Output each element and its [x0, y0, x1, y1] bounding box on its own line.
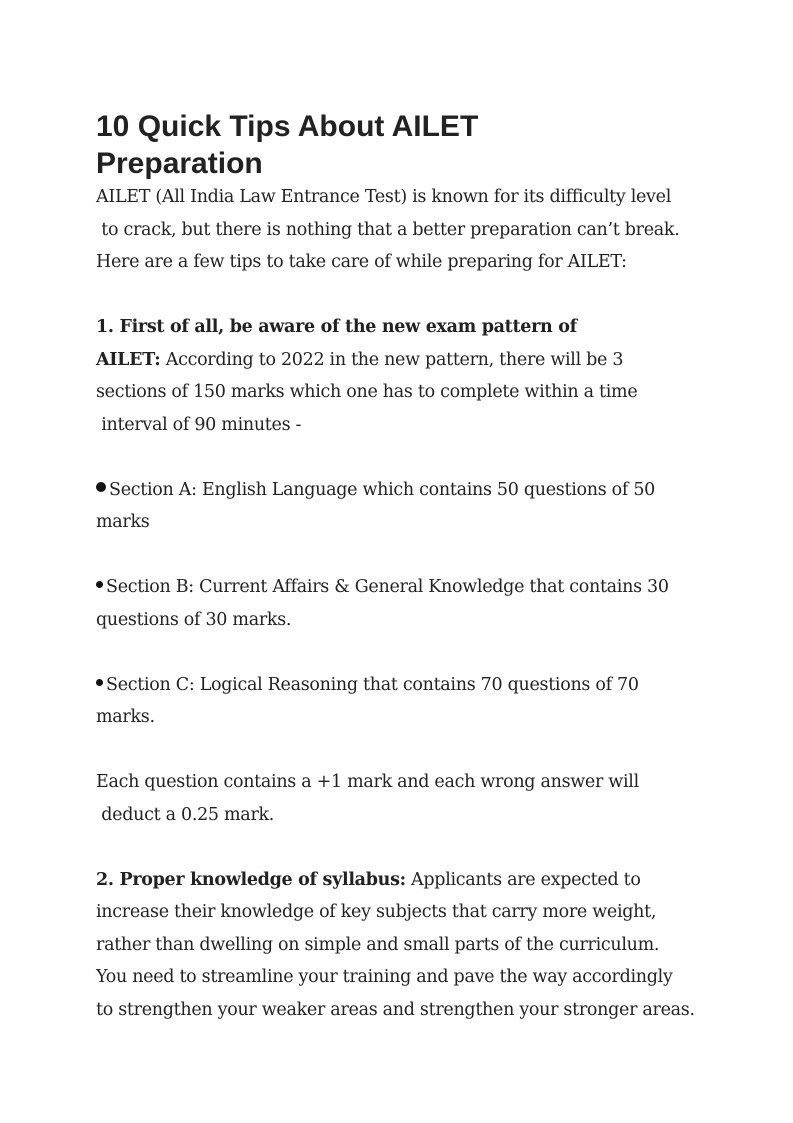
marking-paragraph: [96, 766, 736, 831]
tip-1-text: According to 2022 in the new pattern, there will be 3: [160, 349, 624, 370]
page-title: [96, 108, 736, 182]
bullet-icon: [96, 679, 103, 686]
section-line: marks.: [96, 707, 155, 727]
section-text: Section B: Current Affairs & General Knowledge that contains 30: [106, 577, 669, 597]
intro-line: Here are a few tips to take care of while preparing for AILET:: [96, 252, 627, 272]
tip-2-line: to strengthen your weaker areas and strengthen your stronger areas.: [96, 999, 695, 1020]
section-text: Section A: English Language which contains 50 questions of 50: [109, 479, 655, 500]
tip-1-line: sections of 150 marks which one has to complete within a time: [96, 382, 638, 402]
tip-1-paragraph: [96, 311, 736, 441]
tip-1-line: [96, 344, 736, 377]
section-text: Section C: Logical Reasoning that contains 70 questions of 70: [106, 674, 639, 695]
intro-line: to crack, but there is nothing that a better preparation can’t break.: [96, 219, 680, 240]
tip-2-paragraph: [96, 864, 736, 1027]
section-line: [96, 571, 736, 604]
bullet-icon: [96, 581, 103, 588]
section-line: marks: [96, 512, 150, 532]
tip-1-heading-text: 1. First of all, be aware of the new exam pattern of: [96, 317, 577, 337]
bullet-icon: [96, 482, 106, 492]
tip-1-line: interval of 90 minutes -: [96, 414, 302, 435]
section-line: [96, 669, 736, 702]
tip-1-heading: [96, 311, 736, 344]
title-line: 10 Quick Tips About AILET: [96, 110, 479, 143]
section-line: questions of 30 marks.: [96, 609, 292, 630]
intro-paragraph: [96, 181, 736, 279]
tip-2-heading: 2. Proper knowledge of syllabus:: [96, 869, 406, 890]
tip-2-line: [96, 864, 736, 897]
title-line: Preparation: [96, 147, 263, 180]
section-a-item: [96, 474, 736, 539]
document-page: [96, 108, 736, 1026]
tip-2-line: You need to streamline your training and pave the way accordingly: [96, 967, 673, 987]
marking-line: Each question contains a +1 mark and each wrong answer will: [96, 772, 639, 792]
section-line: [96, 474, 736, 507]
tip-2-line: rather than dwelling on simple and small parts of the curriculum.: [96, 934, 660, 955]
tip-1-heading-end: AILET:: [96, 349, 161, 370]
intro-line: AILET (All India Law Entrance Test) is known for its difficulty level: [96, 187, 671, 207]
marking-line: deduct a 0.25 mark.: [96, 804, 275, 825]
tip-2-line: increase their knowledge of key subjects that carry more weight,: [96, 902, 657, 922]
section-b-item: [96, 571, 736, 636]
section-c-item: [96, 669, 736, 734]
tip-2-text: Applicants are expected to: [405, 869, 641, 890]
